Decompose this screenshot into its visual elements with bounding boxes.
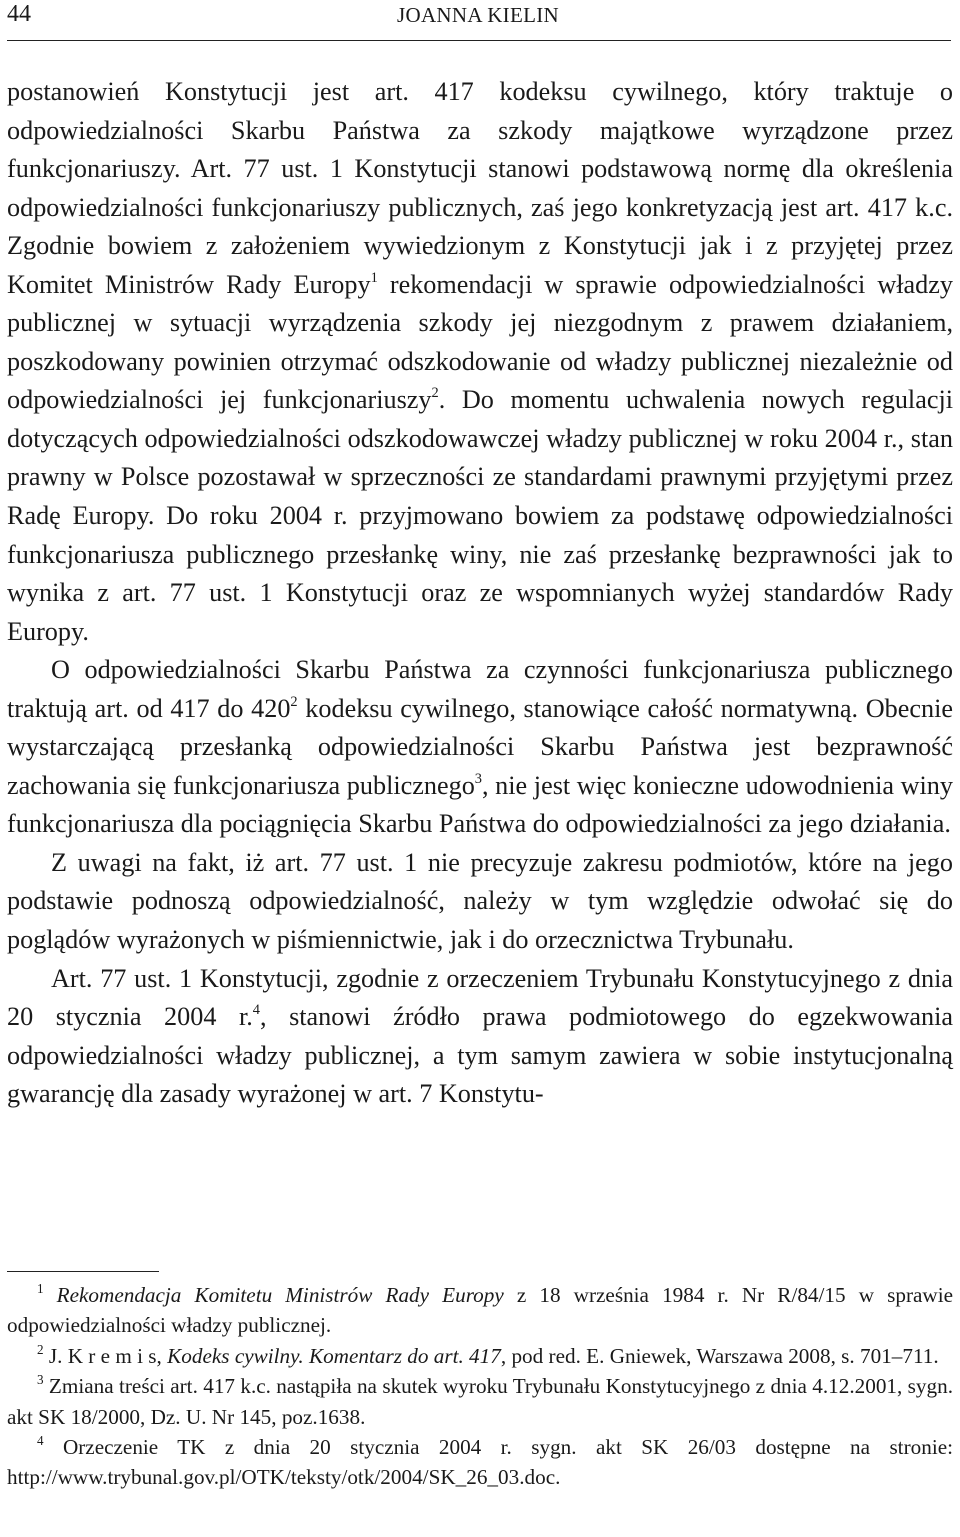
footnote-4 [7,1432,953,1493]
footnote-1 [7,1280,953,1341]
footnote-separator [7,1271,159,1272]
footnote-ref-2: 2 [431,385,439,402]
paragraph-2-text-a: O odpowiedzialności Skarbu Państwa za czynności funkcjonariusza publicznego traktują art. od 417 do 420 [7,655,953,723]
footnotes [7,1280,953,1493]
footnote-ref-1: 1 [370,269,378,286]
paragraph-2 [7,651,953,844]
paragraph-4-text-b: , stanowi źródło prawa podmiotowego do egzekwowania odpowiedzialności władzy publicznej, a tym samym zawiera w sobie instytucjonalną gwarancję dla zasady wyrażonej w art. 7 Konstytu- [7,1002,953,1109]
footnote-number-4: 4 [37,1432,44,1448]
paragraph-1-text-c: . Do momentu uchwalenia nowych regulacji dotyczących odpowiedzialności odszkodowawczej władzy publicznej w roku 2004 r., stan prawny w Polsce pozostawał w sprzeczności ze standardami prawnymi przyjętymi przez Radę Europy. Do roku 2004 r. przyjmowano bowiem za podstawę odpowiedzialności funkcjonariusza publicznego przesłankę winy, nie zaś przesłankę bezprawności jak to wynika z art. 77 ust. 1 Konstytucji oraz ze wspomnianych wyżej standardów Rady Europy. [7,385,953,646]
footnote-number-2: 2 [37,1341,44,1357]
page-header [7,0,951,41]
paragraph-2-text-b: kodeksu cywilnego, stanowiące całość normatywną. Obecnie wystarczającą przesłanką odpowiedzialności Skarbu Państwa jest bezprawność zachowania się funkcjonariusza publicznego [7,693,953,800]
footnote-2-title: Kodeks cywilny. Komentarz do art. 417 [167,1343,501,1368]
footnote-number-1: 1 [37,1280,44,1296]
paragraph-2-text-c: , nie jest więc konieczne udowodnienia winy funkcjonariusza dla pociągnięcia Skarbu Państwa do odpowiedzialności za jego działania. [7,770,953,839]
article-superscript: 2 [290,693,298,710]
paragraph-4-text-a: Art. 77 ust. 1 Konstytucji, zgodnie z orzeczeniem Trybunału Konstytucyjnego z dnia 20 stycznia 2004 r. [7,963,953,1032]
running-head: JOANNA KIELIN [397,3,559,27]
paragraph-1 [7,73,953,651]
footnote-ref-3: 3 [474,771,482,788]
body-text [7,73,953,1114]
paragraph-1-text-b: rekomendacji w sprawie odpowiedzialności władzy publicznej w sytuacji wyrządzenia szkody jej niezgodnym z prawem działaniem, poszkodowany powinien otrzymać odszkodowanie od władzy publicznej niezależnie od odpowiedzialności jej funkcjonariuszy [7,269,953,415]
footnote-3-text: Zmiana treści art. 417 k.c. nastąpiła na skutek wyroku Trybunału Konstytucyjnego z dnia 4.12.2001, sygn. akt SK 18/2000, Dz. U. Nr 145, poz.1638. [7,1374,953,1429]
footnote-4-text: Orzeczenie TK z dnia 20 stycznia 2004 r. sygn. akt SK 26/03 dostępne na stronie: http://www.trybunal.gov.pl/OTK/teksty/otk/2004/SK_26_03.doc. [7,1435,953,1490]
paragraph-4 [7,960,953,1114]
footnote-2-text: , pod red. E. Gniewek, Warszawa 2008, s. 701–711. [500,1343,939,1368]
footnote-2 [7,1341,953,1371]
paragraph-1-text-a: postanowień Konstytucji jest art. 417 kodeksu cywilnego, który traktuje o odpowiedzialności Skarbu Państwa za szkody majątkowe wyrządzone przez funkcjonariuszy. Art. 77 ust. 1 Konstytucji stanowi podstawową normę dla określenia odpowiedzialności funkcjonariuszy publicznych, zaś jego konkretyzacją jest art. 417 k.c. Zgodnie bowiem z założeniem wywiedzionym z Konstytucji jak i z przyjętej przez Komitet Ministrów Rady Europy [7,77,953,299]
footnote-2-author: J. K r e m i s, [48,1343,162,1368]
footnote-3 [7,1371,953,1432]
footnote-ref-4: 4 [252,1002,260,1019]
footnote-number-3: 3 [37,1372,44,1388]
page-number: 44 [7,1,31,27]
paragraph-3: Z uwagi na fakt, iż art. 77 ust. 1 nie precyzuje zakresu podmiotów, które na jego podstawie podnoszą odpowiedzialność, należy w tym względzie odwołać się do poglądów wyrażonych w piśmiennictwie, jak i do orzecznictwa Trybunału. [7,847,953,955]
footnote-1-text: z 18 września 1984 r. Nr R/84/15 w sprawie odpowiedzialności władzy publicznej. [7,1283,953,1338]
footnote-1-title: Rekomendacja Komitetu Ministrów Rady Europy [56,1283,504,1307]
